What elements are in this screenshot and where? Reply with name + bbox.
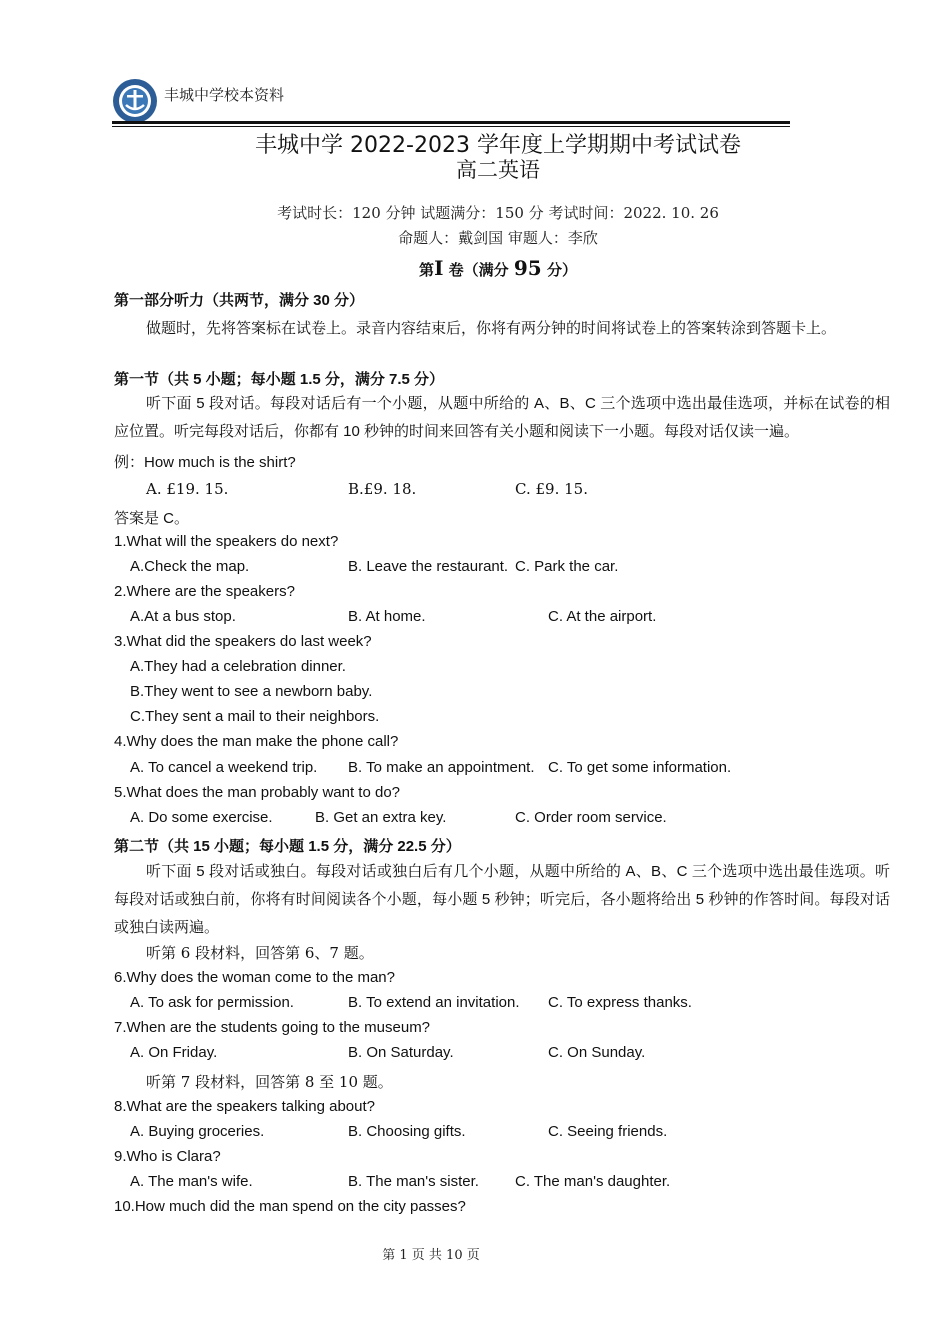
- material-7-note: 听第 7 段材料，回答第 8 至 10 题。: [146, 1073, 393, 1091]
- question-5: 5.What does the man probably want to do?: [114, 784, 401, 801]
- example-option-c: C. £9. 15.: [515, 480, 588, 498]
- question-3: 3.What did the speakers do last week?: [114, 633, 372, 650]
- school-emblem-icon: [112, 78, 158, 124]
- header-rule-thin: [112, 126, 790, 127]
- exam-subject: 高二英语: [456, 158, 540, 182]
- material-6-note: 听第 6 段材料，回答第 6、7 题。: [146, 944, 374, 962]
- header-rule-thick: [112, 121, 790, 124]
- volume-heading: 第I 卷（满分 95 分）: [419, 256, 577, 280]
- q6-option-a: A. To ask for permission.: [130, 994, 294, 1011]
- q8-option-b: B. Choosing gifts.: [348, 1123, 466, 1140]
- question-8: 8.What are the speakers talking about?: [114, 1098, 375, 1115]
- section2-instruction: 听下面 5 段对话或独白。每段对话或独白后有几个小题，从题中所给的 A、B、C 三个选项中选出最佳选项。听每段对话或独白前，你将有时间阅读各个小题，每小题 5 秒钟；听完后，各小题将给出 5 秒钟的作答时间。每段对话或独白读两遍。: [114, 863, 890, 936]
- q5-option-a: A. Do some exercise.: [130, 809, 273, 826]
- example-option-a: A. £19. 15.: [146, 480, 229, 498]
- section1-instruction: 听下面 5 段对话。每段对话后有一个小题，从题中所给的 A、B、C 三个选项中选出最佳选项，并标在试卷的相应位置。听完每段对话后，你都有 10 秒钟的时间来回答有关小题和阅读下一小题。每段对话仅读一遍。: [114, 395, 890, 440]
- example-option-b: B.£9. 18.: [348, 480, 417, 498]
- question-10: 10.How much did the man spend on the city passes?: [114, 1198, 466, 1215]
- question-7: 7.When are the students going to the museum?: [114, 1019, 431, 1036]
- q1-option-b: B. Leave the restaurant.: [348, 558, 509, 575]
- exam-info: 考试时长：120 分钟 试题满分：150 分 考试时间：2022. 10. 26: [277, 204, 719, 222]
- q9-option-a: A. The man's wife.: [130, 1173, 253, 1190]
- q9-option-b: B. The man's sister.: [348, 1173, 479, 1190]
- q4-option-a: A. To cancel a weekend trip.: [130, 759, 318, 776]
- q5-option-b: B. Get an extra key.: [315, 809, 447, 826]
- q2-option-c: C. At the airport.: [548, 608, 657, 625]
- q7-option-b: B. On Saturday.: [348, 1044, 454, 1061]
- question-1: 1.What will the speakers do next?: [114, 533, 339, 550]
- section1-heading: 第一节（共 5 小题；每小题 1.5 分，满分 7.5 分）: [114, 371, 445, 388]
- section2-heading: 第二节（共 15 小题；每小题 1.5 分，满分 22.5 分）: [114, 838, 461, 855]
- q4-option-c: C. To get some information.: [548, 759, 732, 776]
- school-name: 丰城中学校本资料: [164, 86, 285, 104]
- q3-option-c: C.They sent a mail to their neighbors.: [130, 708, 380, 725]
- q2-option-a: A.At a bus stop.: [130, 608, 236, 625]
- q9-option-c: C. The man's daughter.: [515, 1173, 671, 1190]
- q8-option-c: C. Seeing friends.: [548, 1123, 668, 1140]
- q8-option-a: A. Buying groceries.: [130, 1123, 265, 1140]
- question-4: 4.Why does the man make the phone call?: [114, 733, 399, 750]
- question-9: 9.Who is Clara?: [114, 1148, 221, 1165]
- q3-option-a: A.They had a celebration dinner.: [130, 658, 346, 675]
- q6-option-b: B. To extend an invitation.: [348, 994, 520, 1011]
- q1-option-c: C. Park the car.: [515, 558, 619, 575]
- q6-option-c: C. To express thanks.: [548, 994, 692, 1011]
- question-2: 2.Where are the speakers?: [114, 583, 295, 600]
- example-question: 例：How much is the shirt?: [114, 454, 296, 471]
- q7-option-c: C. On Sunday.: [548, 1044, 646, 1061]
- q3-option-b: B.They went to see a newborn baby.: [130, 683, 373, 700]
- q5-option-c: C. Order room service.: [515, 809, 667, 826]
- exam-title: 丰城中学 2022-2023 学年度上学期期中考试试卷: [255, 133, 741, 158]
- part1-instruction: 做题时，先将答案标在试卷上。录音内容结束后，你将有两分钟的时间将试卷上的答案转涂到答题卡上。: [146, 320, 837, 337]
- example-answer: 答案是 C。: [114, 510, 190, 527]
- page-number: 第 1 页 共 10 页: [382, 1248, 480, 1263]
- q2-option-b: B. At home.: [348, 608, 426, 625]
- q7-option-a: A. On Friday.: [130, 1044, 218, 1061]
- exam-authors: 命题人：戴剑国 审题人：李欣: [398, 229, 598, 247]
- q1-option-a: A.Check the map.: [130, 558, 250, 575]
- q4-option-b: B. To make an appointment.: [348, 759, 535, 776]
- question-6: 6.Why does the woman come to the man?: [114, 969, 395, 986]
- part1-heading: 第一部分听力（共两节，满分 30 分）: [114, 292, 365, 309]
